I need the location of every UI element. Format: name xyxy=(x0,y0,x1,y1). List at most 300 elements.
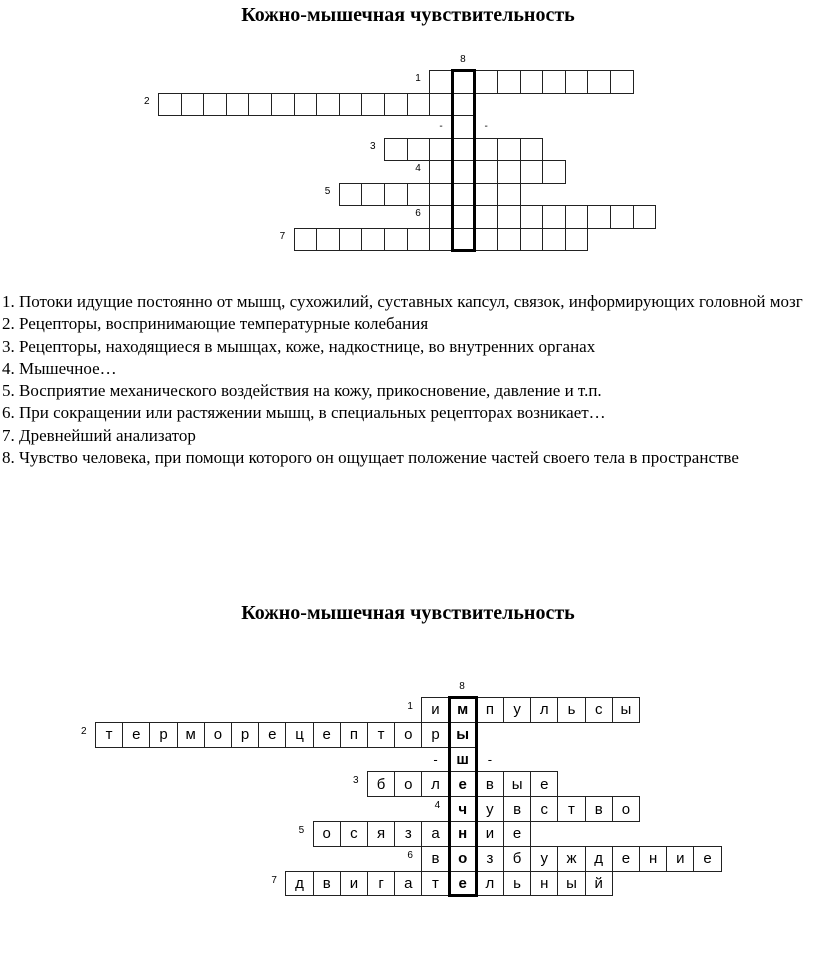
cell-letter xyxy=(566,206,588,228)
cell-letter: н xyxy=(458,825,468,843)
cell-letter xyxy=(362,184,384,206)
cell-letter xyxy=(340,94,362,116)
cell-letter xyxy=(521,229,543,251)
cell-letter xyxy=(295,94,317,116)
crossword-cell[interactable] xyxy=(452,205,476,229)
crossword-cell[interactable] xyxy=(452,70,476,94)
question-text: Мышечное… xyxy=(19,358,117,378)
question-text: Древнейший анализатор xyxy=(19,425,196,445)
cell-letter xyxy=(588,206,610,228)
crossword-cell xyxy=(639,846,667,872)
cell-letter: т xyxy=(377,726,385,744)
cell-letter: в xyxy=(485,775,494,793)
cell-letter: м xyxy=(457,701,469,719)
cell-letter: ы xyxy=(566,874,577,892)
cell-letter xyxy=(475,184,497,206)
crossword-cell xyxy=(449,871,477,897)
question-2 xyxy=(2,313,813,335)
crossword-cell xyxy=(421,821,449,847)
question-1 xyxy=(2,291,813,313)
cell-letter: т xyxy=(105,726,113,744)
clue-number: 1 xyxy=(415,73,421,84)
crossword-cell[interactable] xyxy=(497,70,521,94)
crossword-cell[interactable] xyxy=(542,228,566,252)
cell-letter: с xyxy=(594,701,603,719)
crossword-cell[interactable] xyxy=(587,70,611,94)
clue-number: 2 xyxy=(81,725,87,737)
crossword-cell[interactable] xyxy=(542,160,566,184)
cell-letter xyxy=(475,161,497,183)
crossword-cell[interactable] xyxy=(339,93,363,117)
crossword-cell[interactable] xyxy=(452,183,476,207)
question-number: 3. xyxy=(2,336,19,356)
crossword-cell[interactable] xyxy=(316,228,340,252)
cell-letter: м xyxy=(185,726,196,744)
clue-number: 6 xyxy=(407,849,413,861)
crossword-cell xyxy=(530,871,558,897)
crossword-cell[interactable] xyxy=(520,70,544,94)
crossword-cell[interactable] xyxy=(248,93,272,117)
crossword-cell[interactable] xyxy=(316,93,340,117)
cell-letter xyxy=(340,184,362,206)
crossword-cell xyxy=(421,722,449,748)
crossword-cell[interactable] xyxy=(520,228,544,252)
clue-number: 3 xyxy=(370,140,376,152)
crossword-cell xyxy=(585,871,613,897)
cell-letter: ч xyxy=(458,800,468,818)
crossword-cell xyxy=(149,722,177,748)
cell-letter xyxy=(430,161,452,183)
crossword-cell xyxy=(122,722,150,748)
crossword-cell xyxy=(612,697,640,723)
crossword-cell[interactable] xyxy=(520,205,544,229)
crossword-cell xyxy=(530,846,558,872)
crossword-cell xyxy=(231,722,259,748)
cell-letter xyxy=(475,229,497,251)
cell-letter: з xyxy=(486,850,494,868)
question-text: Рецепторы, находящиеся в мышцах, коже, надкостнице, во внутренних органах xyxy=(19,336,596,356)
cell-letter: й xyxy=(594,874,603,892)
cell-letter: в xyxy=(513,800,522,818)
crossword-cell[interactable] xyxy=(565,205,589,229)
crossword-cell xyxy=(503,796,531,822)
cell-letter xyxy=(475,206,497,228)
crossword-cell xyxy=(557,697,585,723)
crossword-cell[interactable] xyxy=(429,93,453,117)
cell-letter xyxy=(453,139,475,161)
cell-letter xyxy=(588,71,610,93)
crossword-cell[interactable] xyxy=(384,228,408,252)
cell-letter xyxy=(453,229,475,251)
crossword-cell[interactable] xyxy=(474,205,498,229)
crossword-cell[interactable] xyxy=(429,183,453,207)
cell-letter xyxy=(430,229,452,251)
question-number: 2. xyxy=(2,314,19,334)
cell-letter: е xyxy=(458,775,467,793)
crossword-cell xyxy=(449,747,477,773)
cell-letter xyxy=(543,229,565,251)
clue-number-vertical: 8 xyxy=(460,54,466,65)
question-text: Восприятие механического воздействия на кожу, прикосновение, давление и т.п. xyxy=(19,381,602,401)
clue-number: 4 xyxy=(415,163,421,174)
crossword-cell xyxy=(585,846,613,872)
cell-letter: и xyxy=(349,874,359,892)
cell-letter: е xyxy=(322,726,331,744)
cell-letter xyxy=(272,94,294,116)
crossword-cell xyxy=(421,846,449,872)
cell-letter: т xyxy=(432,874,439,892)
cell-letter xyxy=(498,184,520,206)
cell-letter xyxy=(521,139,543,161)
question-text: Чувство человека, при помощи которого он ощущает положение частей своего тела в пространстве xyxy=(19,448,739,468)
cell-letter xyxy=(430,71,452,93)
cell-letter xyxy=(611,206,633,228)
cell-letter xyxy=(521,161,543,183)
cell-letter: т xyxy=(568,800,575,818)
cell-letter: и xyxy=(431,701,440,719)
crossword-cell[interactable] xyxy=(452,160,476,184)
cell-letter xyxy=(385,229,407,251)
crossword-cell xyxy=(585,697,613,723)
crossword-cell xyxy=(476,771,504,797)
question-text: При сокращении или растяжении мышц, в специальных рецепторах возникает… xyxy=(19,403,606,423)
cell-letter xyxy=(498,206,520,228)
clue-number: 2 xyxy=(144,95,150,107)
cell-letter xyxy=(362,229,384,251)
cell-letter xyxy=(430,94,452,116)
crossword-cell xyxy=(449,796,477,822)
crossword-cell xyxy=(204,722,232,748)
cell-letter: л xyxy=(539,701,549,719)
crossword-cell[interactable] xyxy=(452,138,476,162)
crossword-cell xyxy=(313,722,341,748)
cell-letter xyxy=(634,206,656,228)
question-number: 8. xyxy=(2,448,19,468)
crossword-cell xyxy=(503,846,531,872)
crossword-cell xyxy=(476,796,504,822)
crossword-cell xyxy=(476,747,504,773)
cell-letter: ь xyxy=(513,874,521,892)
cell-letter xyxy=(453,161,475,183)
crossword-cell[interactable] xyxy=(474,228,498,252)
question-number: 5. xyxy=(2,381,19,401)
cell-letter xyxy=(611,71,633,93)
cell-letter: ш xyxy=(456,750,469,768)
cell-letter xyxy=(182,94,204,116)
crossword-cell[interactable] xyxy=(565,70,589,94)
crossword-cell[interactable] xyxy=(474,183,498,207)
crossword-cell xyxy=(503,871,531,897)
crossword-cell[interactable] xyxy=(384,183,408,207)
crossword-cell xyxy=(367,871,395,897)
cell-letter: ы xyxy=(456,726,470,744)
crossword-cell xyxy=(476,697,504,723)
cell-letter: о xyxy=(404,726,413,744)
crossword-cell xyxy=(394,771,422,797)
cell-letter xyxy=(521,206,543,228)
questions-list xyxy=(2,291,813,469)
clue-number: 3 xyxy=(353,775,359,787)
cell-letter xyxy=(408,139,430,161)
crossword-cell xyxy=(449,821,477,847)
crossword-cell xyxy=(476,846,504,872)
crossword-cell xyxy=(449,722,477,748)
page-title-top: Кожно-мышечная чувствительность xyxy=(241,4,575,26)
crossword-cell xyxy=(449,846,477,872)
crossword-cell xyxy=(476,821,504,847)
cell-letter xyxy=(566,229,588,251)
cell-letter xyxy=(227,94,249,116)
cell-letter xyxy=(295,229,317,251)
cell-letter xyxy=(430,184,452,206)
clue-number: 7 xyxy=(271,874,277,886)
crossword-cell[interactable] xyxy=(429,115,453,139)
cell-letter xyxy=(453,116,475,138)
crossword-cell xyxy=(612,796,640,822)
question-6 xyxy=(2,402,813,424)
crossword-cell[interactable] xyxy=(474,115,498,139)
crossword-cell xyxy=(394,871,422,897)
crossword-cell xyxy=(693,846,721,872)
question-number: 7. xyxy=(2,425,19,445)
crossword-cell[interactable] xyxy=(181,93,205,117)
cell-letter: р xyxy=(159,726,168,744)
cell-letter: л xyxy=(431,775,440,793)
crossword-cell[interactable] xyxy=(452,93,476,117)
cell-letter xyxy=(430,206,452,228)
crossword-cell[interactable] xyxy=(429,228,453,252)
crossword-cell[interactable] xyxy=(452,228,476,252)
crossword-cell[interactable] xyxy=(429,160,453,184)
cell-letter: е xyxy=(703,850,712,868)
cell-letter: е xyxy=(540,775,549,793)
crossword-cell[interactable] xyxy=(339,183,363,207)
cell-letter xyxy=(385,94,407,116)
crossword-cell[interactable] xyxy=(407,93,431,117)
crossword-cell xyxy=(503,697,531,723)
cell-letter: з xyxy=(404,825,412,843)
cell-letter: у xyxy=(486,800,494,818)
cell-letter: е xyxy=(512,825,522,843)
question-4 xyxy=(2,358,813,380)
cell-letter xyxy=(498,71,520,93)
crossword-cell[interactable] xyxy=(474,160,498,184)
question-number: 4. xyxy=(2,358,19,378)
cell-letter: с xyxy=(540,800,549,818)
crossword-cell xyxy=(258,722,286,748)
crossword-cell xyxy=(313,871,341,897)
crossword-cell[interactable] xyxy=(497,160,521,184)
cell-letter: ы xyxy=(511,775,523,793)
crossword-cell[interactable] xyxy=(407,228,431,252)
cell-letter: с xyxy=(350,825,358,843)
cell-letter: о xyxy=(213,726,223,744)
crossword-cell xyxy=(476,871,504,897)
cell-letter xyxy=(543,71,565,93)
question-8 xyxy=(2,447,813,469)
crossword-cell[interactable] xyxy=(497,205,521,229)
cell-letter xyxy=(317,229,339,251)
crossword-cell[interactable] xyxy=(587,205,611,229)
cell-letter: е xyxy=(458,874,467,892)
crossword-cell[interactable] xyxy=(294,93,318,117)
crossword-cell xyxy=(503,771,531,797)
cell-letter xyxy=(317,94,339,116)
question-5 xyxy=(2,380,813,402)
cell-letter xyxy=(385,139,407,161)
crossword-cell[interactable] xyxy=(361,93,385,117)
crossword-cell xyxy=(421,697,449,723)
crossword-cell xyxy=(612,846,640,872)
cell-letter: ж xyxy=(566,850,577,868)
crossword-cell[interactable] xyxy=(542,70,566,94)
clue-number: 5 xyxy=(324,185,331,197)
crossword-cell xyxy=(394,722,422,748)
crossword-cell[interactable] xyxy=(429,138,453,162)
cell-letter: н xyxy=(648,850,658,868)
cell-letter: е xyxy=(132,726,141,744)
crossword-cell xyxy=(394,821,422,847)
crossword-cell[interactable] xyxy=(226,93,250,117)
cell-letter: у xyxy=(540,850,549,868)
cell-letter: я xyxy=(377,825,386,843)
cell-letter: п xyxy=(349,726,358,744)
crossword-cell xyxy=(557,871,585,897)
cell-letter: у xyxy=(513,701,521,719)
crossword-cell xyxy=(421,771,449,797)
crossword-cell xyxy=(503,821,531,847)
crossword-cell xyxy=(285,722,313,748)
cell-letter xyxy=(475,139,497,161)
cell-letter: и xyxy=(485,825,495,843)
crossword-cell[interactable] xyxy=(474,138,498,162)
cell-letter xyxy=(521,71,543,93)
crossword-cell[interactable] xyxy=(497,138,521,162)
cell-letter xyxy=(204,94,226,116)
cell-letter xyxy=(475,71,497,93)
cell-letter: в xyxy=(431,850,440,868)
question-number: 1. xyxy=(2,292,19,311)
crossword-cell xyxy=(421,747,449,773)
crossword-cell[interactable] xyxy=(361,228,385,252)
crossword-cell xyxy=(367,771,395,797)
crossword-cell[interactable] xyxy=(452,115,476,139)
crossword-cell xyxy=(95,722,123,748)
cell-letter: е xyxy=(621,850,631,868)
cell-letter xyxy=(453,184,475,206)
crossword-cell[interactable] xyxy=(497,183,521,207)
crossword-cell xyxy=(313,821,341,847)
crossword-cell[interactable] xyxy=(203,93,227,117)
clue-number: 5 xyxy=(298,825,305,836)
cell-letter xyxy=(159,94,181,116)
cell-letter: ь xyxy=(567,701,576,719)
clue-number-vertical: 8 xyxy=(459,681,465,692)
cell-letter xyxy=(340,229,362,251)
cell-letter: б xyxy=(512,850,522,868)
page-title-bottom: Кожно-мышечная чувствительность xyxy=(241,602,575,624)
crossword-cell[interactable] xyxy=(633,205,657,229)
cell-letter: д xyxy=(594,850,604,868)
crossword-cell[interactable] xyxy=(361,183,385,207)
crossword-cell xyxy=(449,771,477,797)
crossword-cell[interactable] xyxy=(271,93,295,117)
crossword-cell[interactable] xyxy=(407,138,431,162)
cell-letter xyxy=(453,94,475,116)
cell-letter: и xyxy=(676,850,685,868)
crossword-cell[interactable] xyxy=(429,70,453,94)
cell-letter xyxy=(408,184,430,206)
cell-letter: - xyxy=(487,751,493,767)
cell-letter: б xyxy=(376,775,386,793)
crossword-cell[interactable] xyxy=(474,70,498,94)
crossword-cell[interactable] xyxy=(384,93,408,117)
question-text: Потоки идущие постоянно от мышц, сухожилий, суставных капсул, связок, информирующих головной мозг xyxy=(19,292,803,311)
crossword-cell xyxy=(530,771,558,797)
crossword-cell[interactable] xyxy=(565,228,589,252)
cell-letter xyxy=(453,206,475,228)
cell-letter: - xyxy=(484,121,488,133)
cell-letter xyxy=(408,94,430,116)
clue-number: 7 xyxy=(279,230,286,242)
cell-letter xyxy=(408,229,430,251)
crossword-cell[interactable] xyxy=(384,138,408,162)
crossword-cell xyxy=(340,871,368,897)
crossword-cell[interactable] xyxy=(610,70,634,94)
crossword-cell[interactable] xyxy=(542,205,566,229)
cell-letter: р xyxy=(240,726,250,744)
cell-letter xyxy=(566,71,588,93)
cell-letter: а xyxy=(404,874,413,892)
cell-letter: - xyxy=(433,751,438,767)
crossword-cell[interactable] xyxy=(294,228,318,252)
cell-letter xyxy=(498,161,520,183)
cell-letter: ы xyxy=(620,701,632,719)
cell-letter: р xyxy=(431,726,440,744)
cell-letter: - xyxy=(439,121,443,133)
crossword-cell xyxy=(557,796,585,822)
cell-letter xyxy=(385,184,407,206)
crossword-cell xyxy=(367,722,395,748)
crossword-cell xyxy=(666,846,694,872)
cell-letter xyxy=(543,161,565,183)
cell-letter xyxy=(498,139,520,161)
cell-letter xyxy=(362,94,384,116)
crossword-cell[interactable] xyxy=(520,138,544,162)
crossword-cell[interactable] xyxy=(610,205,634,229)
cell-letter: п xyxy=(485,701,494,719)
cell-letter: ц xyxy=(295,726,304,744)
crossword-cell[interactable] xyxy=(497,228,521,252)
question-3 xyxy=(2,336,813,358)
cell-letter: о xyxy=(404,775,413,793)
cell-letter: в xyxy=(322,874,331,892)
crossword-cell xyxy=(530,796,558,822)
clue-number: 4 xyxy=(434,800,441,812)
cell-letter: о xyxy=(322,825,331,843)
crossword-cell[interactable] xyxy=(339,228,363,252)
cell-letter: в xyxy=(594,800,603,818)
crossword-cell[interactable] xyxy=(407,183,431,207)
question-number: 6. xyxy=(2,403,19,423)
cell-letter: г xyxy=(378,874,384,892)
crossword-cell[interactable] xyxy=(520,160,544,184)
crossword-cell[interactable] xyxy=(429,205,453,229)
crossword-cell[interactable] xyxy=(158,93,182,117)
crossword-cell xyxy=(557,846,585,872)
crossword-cell xyxy=(177,722,205,748)
clue-number: 1 xyxy=(407,701,413,712)
